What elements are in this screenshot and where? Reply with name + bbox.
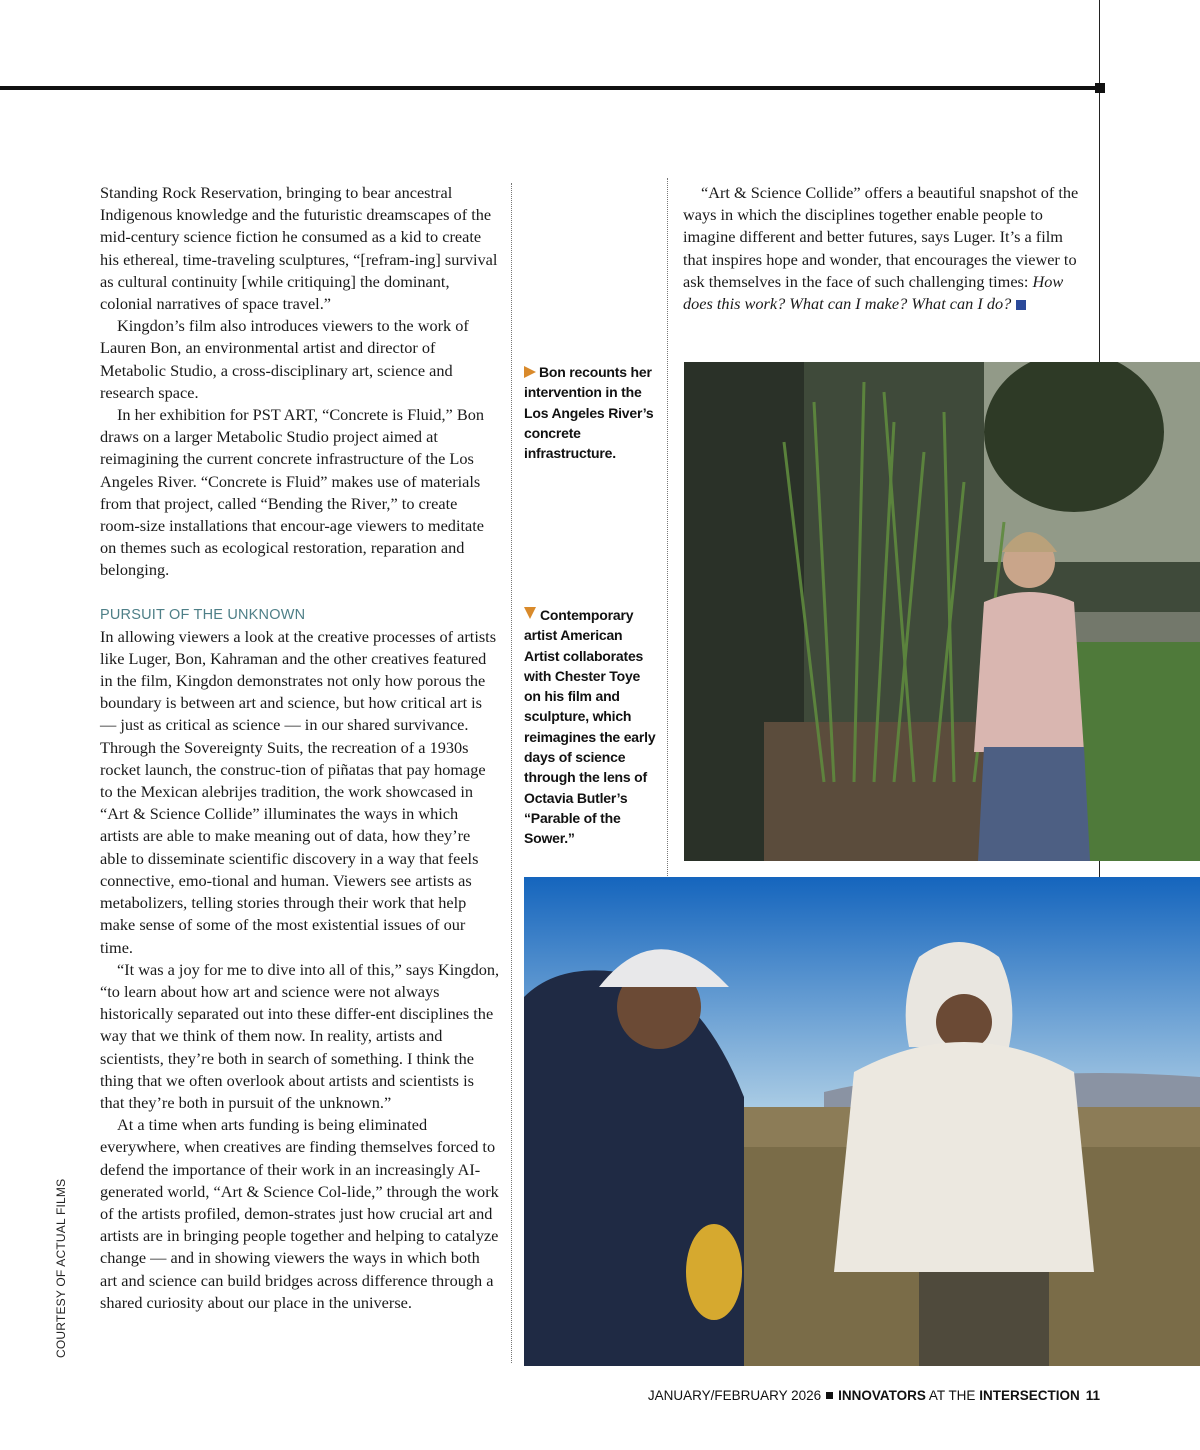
column-rule-right — [1099, 93, 1100, 363]
article-body-right — [683, 182, 1083, 315]
section-name-bold: INTERSECTION — [979, 1388, 1080, 1403]
paragraph: “It was a joy for me to dive into all of this,” says Kingdon, “to learn about how art and science were not always historically separated out into these differ-ent disciplines the way that we think of them now. In reality, artists and scientists, they’re both in search of something. I think the thing that we often overlook about artists and scientists is that they’re both in pursuit of the unknown.” — [100, 959, 500, 1112]
paragraph-text: “Art & Science Collide” offers a beautiful snapshot of the ways in which the disciplines together enable people to imagine different and better futures, says Luger. It’s a film that inspires hope and wonder, that encourages the viewer to ask themselves in the face of such challenging times: — [683, 183, 1079, 291]
header-rule — [0, 86, 1100, 90]
paragraph: Kingdon’s film also introduces viewers to the work of Lauren Bon, an environmental artist and director of Metabolic Studio, a cross-disciplinary art, science and research space. — [100, 316, 469, 402]
article-body-left — [100, 182, 500, 1314]
caption-text: Bon recounts her intervention in the Los Angeles River’s concrete infrastructure. — [524, 364, 654, 462]
caption-text: Contemporary artist American Artist collaborates with Chester Toye on his film and sculpture, which reimagines the early days of science through the lens of Octavia Butler’s “Parable of the Sower.” — [524, 607, 656, 847]
photo-lauren-bon-with-reeds — [684, 362, 1200, 861]
paragraph: In allowing viewers a look at the creative processes of artists like Luger, Bon, Kahraman and the other creatives featured in the film, Kingdon demonstrates not only how porous the boundary is between art and science, but how critical art is — just as critical as science — in our shared survivance. Through the Sovereignty Suits, the recreation of a 1930s rocket launch, the construc-tion of piñatas that pay homage to the Mexican alebrijes tradition, the work showcased in “Art & Science Collide” illuminates the ways in which artists are able to make meaning out of data, how they’re able to disseminate scientific discovery in a way that feels connective, emo-tional and human. Viewers see artists as metabolizers, telling stories through their work that help make sense of some of the most existential issues of our time. — [100, 626, 497, 957]
paragraph — [683, 182, 1083, 315]
issue-date: JANUARY/FEBRUARY 2026 — [647, 1388, 822, 1403]
photo-illustration — [684, 362, 1200, 861]
section-subhead: PURSUIT OF THE UNKNOWN — [100, 606, 306, 623]
column-rule-right-lower — [1099, 860, 1100, 878]
column-divider-dotted — [511, 183, 512, 1363]
photo-caption-top — [524, 362, 659, 463]
paragraph: At a time when arts funding is being eliminated everywhere, when creatives are finding themselves forced to defend the importance of their work in an increasingly AI-generated world, “Art & Science Col-lide,” through the work of the artists profiled, demon-strates just how crucial art and artists are in bringing people together and helping to catalyze change — and in showing viewers the ways in which both art and science can build bridges across difference through a shared curiosity about our place in the universe. — [100, 1115, 499, 1312]
column-divider-dotted — [667, 178, 668, 878]
section-name-mid: AT THE — [925, 1388, 980, 1403]
photo-american-artist-and-chester-toye — [524, 877, 1200, 1366]
square-end-icon — [1016, 300, 1026, 310]
square-separator-icon — [826, 1392, 833, 1399]
section-name-bold: INNOVATORS — [838, 1388, 926, 1403]
photo-caption-bottom — [524, 605, 659, 849]
photo-illustration — [524, 877, 1200, 1366]
down-triangle-icon — [524, 607, 536, 619]
page-number: 11 — [1085, 1388, 1100, 1403]
photo-credit: COURTESY OF ACTUAL FILMS — [54, 1178, 68, 1358]
paragraph: Standing Rock Reservation, bringing to bear ancestral Indigenous knowledge and the futuristic dreamscapes of the mid-century science fiction he consumed as a kid to create his ethereal, time-traveling sculptures, “[refram-ing] survival as cultural continuity [while critiquing] the dominant, colonial narratives of space travel.” — [100, 183, 498, 314]
column-rule-top — [1099, 0, 1100, 86]
page-footer — [648, 1388, 1100, 1403]
right-triangle-icon — [524, 366, 536, 378]
header-rule-endcap — [1095, 83, 1105, 93]
paragraph: In her exhibition for PST ART, “Concrete is Fluid,” Bon draws on a larger Metabolic Studio project aimed at reimagining the current concrete infrastructure of the Los Angeles River. “Concrete is Fluid” makes use of materials from that project, called “Bending the River,” to create room-size installations that encour-age viewers to meditate on themes such as ecological restoration, reparation and belonging. — [100, 405, 484, 580]
closing-questions: How does this work? What can I make? What can I do? — [683, 271, 1064, 314]
